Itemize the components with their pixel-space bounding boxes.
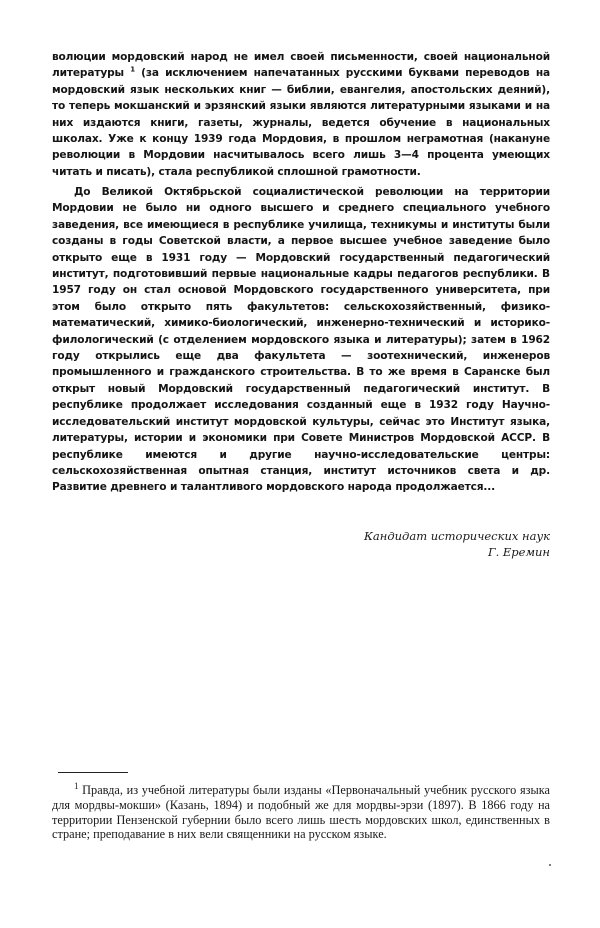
author-name: Г. Еремин: [487, 545, 550, 559]
paragraph-1-start: волюции мордовский народ не имел своей письменности, своей национальной литературы: [52, 51, 550, 80]
footnote-reference: 1: [130, 65, 135, 74]
print-speck: [549, 864, 551, 866]
footnote-divider: [58, 772, 128, 773]
author-signature: [364, 528, 550, 560]
paragraph-2: До Великой Октябрьской социалистической революции на территории Мордовии не было ни одного высшего и среднего специального учебного заведения, все имеющиеся в республике училища, техникумы и институты были созданы в годы Советской власти, а первое высшее учебное заведение было открыто еще в 1931 году — Мордовский государственный педагогический институт, подготовивший первые национальные кадры педагогов республики. В 1957 году он стал основой Мордовского государственного университета, при этом было открыто пять факультетов: сельскохозяйственный, физико-математический, химико-биологический, инженерно-технический и историко-филологический (с отделением мордовского языка и литературы); затем в 1962 году открылись еще два факультета — зоотехнический, инженеров промышленного и гражданского строительства. В то же время в Саранске был открыт новый Мордовский государственный педагогический институт. В республике продолжает исследования созданный еще в 1932 году Научно-исследовательский институт мордовской культуры, сейчас это Институт языка, литературы, истории и экономики при Совете Министров Мордовской АССР. В республике имеются и другие научно-исследовательские центры: сельскохозяйственная опытная станция, институт источников света и др. Развитие древнего и талантливого мордовского народа продолжается...: [52, 186, 550, 494]
footnote: [52, 780, 550, 842]
author-title: Кандидат исторических наук: [364, 529, 550, 543]
footnote-text: Правда, из учебной литературы были изданы «Первоначальный учебник русского языка для мордвы-мокши» (Казань, 1894) и подобный же для мордвы-эрзи (1897). В 1866 году на территории Пензенской губернии было всего лишь шесть мордовских школ, единственных в стране; преподавание в них вели священники на русском языке.: [52, 783, 550, 842]
footnote-number: 1: [74, 780, 79, 791]
paragraph-1-end: (за исключением напечатанных русскими буквами переводов на мордовский язык нескольких книг — библии, евангелия, апостольских деяний), то теперь мокшанский и эрзянский языки являются литературными языками и на них издаются книги, газеты, журналы, ведется обучение в национальных школах. Уже к концу 1939 года Мордовия, в прошлом неграмотная (накануне революции в Мордовии насчитывалось всего лишь 3—4 процента умеющих читать и писать), стала республикой сплошной грамотности.: [52, 67, 550, 178]
paragraph-1: [52, 49, 550, 180]
